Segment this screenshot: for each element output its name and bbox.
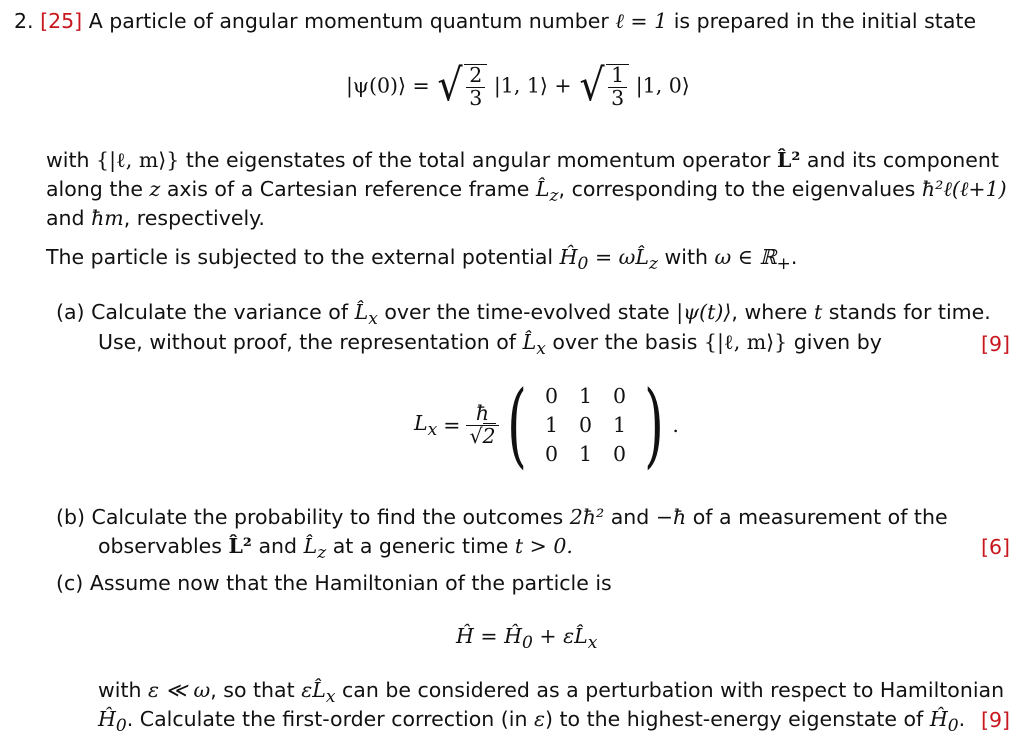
- Lz-operator: L̂: [535, 177, 550, 201]
- matrix-cell: 0: [544, 384, 558, 409]
- text: over the time-evolved state: [384, 300, 670, 324]
- sub: 0: [115, 716, 127, 737]
- hamiltonian-equation: [456, 624, 597, 654]
- part-b-points: [6]: [980, 535, 1010, 559]
- text: given by: [793, 330, 882, 354]
- sub: x: [587, 633, 598, 654]
- eq: = ωL̂: [594, 245, 649, 269]
- sub: z: [317, 543, 327, 564]
- period: .: [672, 413, 679, 438]
- sub: x: [368, 309, 378, 330]
- intro-text-2: is prepared in the initial state: [673, 9, 977, 33]
- text: observables: [98, 534, 222, 558]
- matrix-cell: 0: [578, 413, 592, 438]
- matrix-cell: 0: [544, 442, 558, 467]
- problem-points: [25]: [40, 9, 83, 33]
- part-a-line2: [98, 330, 882, 360]
- coef2-num: 1: [608, 65, 627, 88]
- H0: Ĥ: [98, 707, 116, 731]
- ket2: |1, 0⟩: [635, 73, 690, 98]
- sub: x: [427, 419, 438, 440]
- text: Use, without proof, the representation of: [98, 330, 517, 354]
- coef1-den: 3: [469, 85, 483, 110]
- left-paren: (: [506, 371, 527, 479]
- omega: ω ∈ ℝ: [714, 245, 777, 269]
- text: with: [98, 678, 142, 702]
- matrix-cell: 1: [578, 384, 592, 409]
- sqrt-coef2: √ $\frac{1}{3}$: [578, 64, 629, 109]
- Lx-matrix-equation: [414, 371, 679, 479]
- sub: 0: [577, 254, 589, 275]
- sqrt-coef1: √ $\frac{2}{3}$: [436, 64, 487, 109]
- text: , corresponding to the eigenvalues: [558, 177, 916, 201]
- text: can be considered as a perturbation with respect to Hamiltonian: [341, 678, 1005, 702]
- perturbation: εL̂: [301, 678, 326, 702]
- ham-b: + εL̂: [539, 624, 588, 648]
- text: ) to the highest-energy eigenstate of: [545, 707, 924, 731]
- basis: {|ℓ, m⟩}: [703, 330, 788, 354]
- part-c-line2: [98, 678, 1004, 708]
- text: , respectively.: [123, 206, 265, 230]
- text: , where: [731, 300, 808, 324]
- text: with: [664, 245, 709, 269]
- epsilon: ε: [533, 707, 545, 731]
- Lx-operator: L̂: [354, 300, 369, 324]
- text: Calculate the probability to find the outcomes: [91, 505, 564, 529]
- text: Calculate the variance of: [91, 300, 349, 324]
- matrix-cell: 1: [578, 442, 592, 467]
- text: along the: [46, 177, 143, 201]
- ell-value: ℓ = 1: [615, 9, 668, 33]
- t-var: t: [813, 300, 823, 324]
- frac-num: ħ: [466, 403, 498, 426]
- coef2-den: 3: [611, 85, 625, 110]
- basis: {|ℓ, m⟩}: [96, 148, 180, 172]
- sub: z: [549, 186, 559, 207]
- intro-text: A particle of angular momentum quantum number: [88, 9, 609, 33]
- problem-number: 2.: [14, 9, 34, 33]
- Lz-operator: L̂: [303, 534, 318, 558]
- matrix-cell: 1: [544, 413, 558, 438]
- para1-line1: [46, 148, 999, 173]
- frac-den: 2: [482, 424, 496, 448]
- text: at a generic time: [332, 534, 509, 558]
- L2-operator: L̂²: [776, 148, 801, 172]
- matrix-cell: 0: [612, 442, 626, 467]
- initial-state-equation: [346, 60, 690, 111]
- para1-line3: [46, 206, 265, 231]
- sub: z: [648, 254, 658, 275]
- text: axis of a Cartesian reference frame: [166, 177, 530, 201]
- text: Assume now that the Hamiltonian of the particle is: [89, 571, 612, 595]
- sub: 0: [947, 716, 959, 737]
- text: and: [46, 206, 85, 230]
- matrix-grid: [534, 382, 636, 469]
- time-condition: t > 0.: [514, 534, 573, 558]
- hm: ħm: [91, 206, 124, 230]
- problem-header: [14, 9, 976, 34]
- text: stands for time.: [828, 300, 991, 324]
- para1-line2: [46, 177, 1007, 207]
- part-a-label: (a): [56, 300, 85, 324]
- sub: x: [536, 339, 546, 360]
- text: and: [258, 534, 298, 558]
- L2-operator: L̂²: [228, 534, 252, 558]
- coef1-num: 2: [466, 65, 485, 88]
- state-lhs: |ψ(0)⟩ =: [346, 73, 430, 98]
- ham: Ĥ = Ĥ: [456, 624, 522, 648]
- sub: x: [325, 687, 336, 708]
- text: . Calculate the first-order correction (in: [126, 707, 528, 731]
- part-a-line1: [56, 300, 991, 330]
- matrix-cell: 0: [612, 384, 626, 409]
- para2: [46, 245, 797, 275]
- z-var: z: [149, 177, 161, 201]
- matrix-cell: 1: [612, 413, 626, 438]
- dot: .: [790, 245, 798, 269]
- condition: ε ≪ ω: [148, 678, 211, 702]
- time-state: |ψ(t)⟩: [676, 300, 732, 324]
- H0: Ĥ: [559, 245, 578, 269]
- outcome-2: −ħ: [655, 505, 687, 529]
- text: with: [46, 148, 90, 172]
- part-a-points: [9]: [980, 332, 1010, 356]
- right-paren: ): [644, 371, 665, 479]
- hbar-over-sqrt2: $\frac{ħ}{√2}$: [466, 403, 498, 447]
- eigenvalue: ħ²ℓ(ℓ+1): [921, 177, 1007, 201]
- Lx-operator: L̂: [522, 330, 537, 354]
- sub: 0: [521, 633, 533, 654]
- part-b-label: (b): [56, 505, 86, 529]
- H0: Ĥ: [929, 707, 948, 731]
- text: The particle is subjected to the external potential: [46, 245, 554, 269]
- part-c-points: [9]: [980, 708, 1010, 732]
- part-c-line1: [56, 571, 612, 596]
- text: and its component: [806, 148, 999, 172]
- text: and: [610, 505, 650, 529]
- text: , so that: [210, 678, 295, 702]
- part-b-line2: [98, 534, 573, 564]
- sub: +: [776, 254, 791, 275]
- text: .: [958, 707, 966, 731]
- outcome-1: 2ħ²: [569, 505, 605, 529]
- ket1: |1, 1⟩ +: [493, 73, 572, 98]
- text: of a measurement of the: [692, 505, 948, 529]
- part-c-label: (c): [56, 571, 84, 595]
- equals: =: [443, 413, 461, 438]
- part-c-line3: [98, 707, 965, 737]
- part-b-line1: [56, 505, 948, 530]
- text: over the basis: [552, 330, 698, 354]
- Lx-lhs: L: [414, 410, 428, 435]
- text: the eigenstates of the total angular momentum operator: [185, 148, 771, 172]
